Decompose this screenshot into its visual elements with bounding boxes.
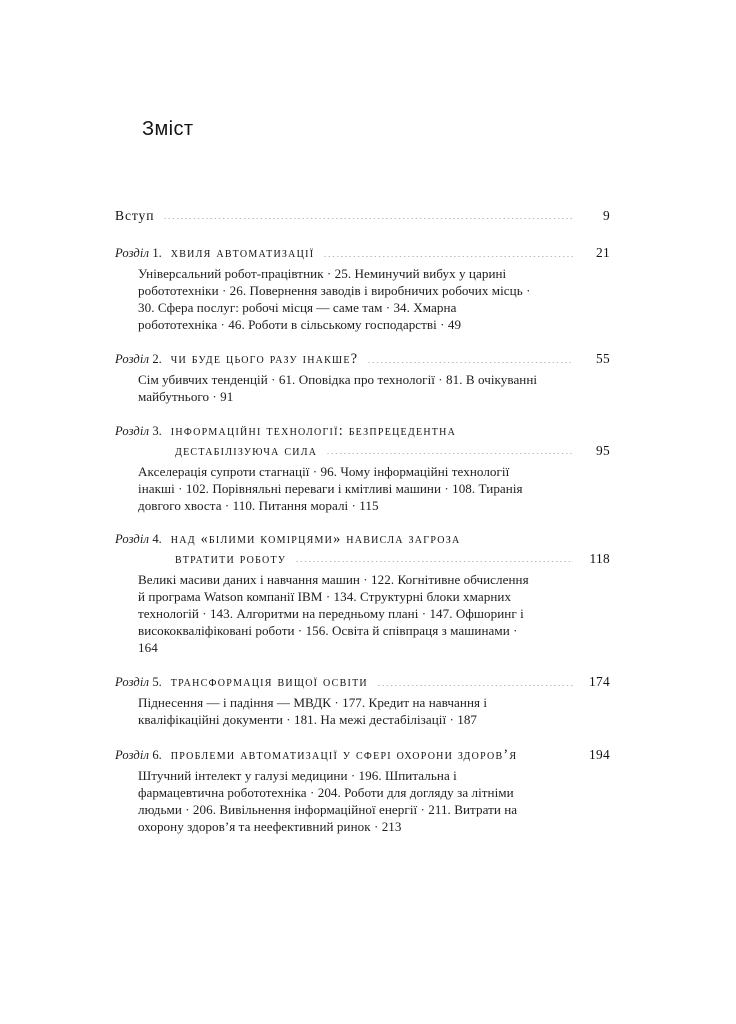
entry-page-number: 95 — [596, 442, 610, 458]
entry-title-line2: дестабілізуюча сила — [175, 442, 318, 459]
dot-leader — [326, 453, 573, 454]
toc-entry-line — [115, 745, 610, 765]
entry-page-number: 194 — [589, 746, 610, 762]
entry-description: Штучний інтелект у галузі медицини · 196. Шпитальна і фармацевтична робототехніка · 204. Роботи для догляду за літніми людьми · 206. Вивільнення інформаційної енергії · 211. Витрати на охорону здоров’я та неефективний ринок · 213 — [138, 767, 518, 834]
entry-title: проблеми автоматизації у сфері охорони здоров’я — [170, 746, 518, 763]
entry-page-number: 9 — [603, 208, 610, 223]
entry-description: Великі масиви даних і навчання машин · 122. Когнітивне обчислення й програма Watson компанії IBM · 134. Структурні блоки хмарних технологій · 143. Алгоритми на передньому плані · 147. Офшоринг і висококваліфіковані роботи · 156. Освіта й співпраця з машинами · 164 — [138, 571, 529, 656]
spacer — [115, 656, 610, 672]
toc-entry-chapter-5[interactable] — [115, 672, 610, 728]
entry-title: хвиля автоматизації — [170, 245, 315, 261]
dot-leader — [295, 561, 573, 562]
toc-entry-line-continued — [115, 549, 610, 569]
entry-description: Акселерація супроти стагнації · 96. Чому інформаційні технології інакші · 102. Порівняльні переваги і кмітливі машини · 108. Тиранія довгого хвоста · 110. Питання моралі · 115 — [138, 463, 523, 513]
toc-entry-chapter-1[interactable] — [115, 243, 610, 333]
entry-page-number: 55 — [596, 351, 610, 367]
spacer — [115, 406, 610, 422]
entry-title: чи буде цього разу інакше? — [170, 351, 359, 368]
chapter-label: Розділ 5. — [115, 675, 162, 690]
chapter-label: Розділ 6. — [115, 747, 162, 762]
chapter-label: Розділ 3. — [115, 423, 162, 438]
entry-title: трансформація вищої освіти — [170, 674, 368, 691]
toc-entry-chapter-4[interactable] — [115, 530, 610, 656]
toc-entry-line — [115, 349, 610, 369]
toc-entry-line — [115, 672, 610, 692]
spacer — [115, 514, 610, 530]
toc-entry-intro[interactable] — [115, 206, 610, 225]
toc-entry-line — [115, 530, 610, 549]
toc-entry-line — [115, 206, 610, 225]
entry-page-number: 21 — [596, 245, 610, 260]
toc-entry-chapter-6[interactable] — [115, 745, 610, 835]
entry-description: Універсальний робот-працівтник · 25. Неминучий вибух у царині робототехніки · 26. Повернення заводів і виробничих робочих місць · 30. Сфера послуг: робочі місця — саме там · 34. Хмарна робототехніка · 46. Роботи в сільському господарстві · 49 — [138, 266, 531, 333]
chapter-label: Розділ 2. — [115, 352, 162, 367]
dot-leader — [367, 362, 573, 363]
page-title: Зміст — [142, 118, 194, 140]
dot-leader — [377, 685, 573, 686]
toc-entry-line — [115, 422, 610, 441]
toc-entry-chapter-3[interactable] — [115, 422, 610, 514]
entry-page-number: 174 — [589, 674, 610, 690]
toc-entry-chapter-2[interactable] — [115, 349, 610, 405]
entry-title-line2: втратити роботу — [175, 550, 287, 567]
toc-entry-line-continued — [115, 441, 610, 461]
dot-leader — [526, 757, 573, 758]
spacer — [115, 333, 610, 349]
entry-title: над «білими комірцями» нависла загроза — [170, 530, 461, 547]
chapter-label: Розділ 4. — [115, 531, 162, 546]
chapter-label: Розділ 1. — [115, 246, 162, 260]
entry-description: Піднесення — і падіння — МВДК · 177. Кредит на навчання і кваліфікаційні документи · 181. На межі дестабілізації · 187 — [138, 695, 488, 728]
entry-description: Сім убивчих тенденцій · 61. Оповідка про технології · 81. В очікуванні майбутнього · 91 — [138, 372, 538, 405]
spacer — [115, 729, 610, 745]
dot-leader — [163, 218, 573, 219]
entry-title: інформаційні технології: безпрецедентна — [170, 422, 457, 439]
toc-entry-line — [115, 243, 610, 263]
table-of-contents — [115, 206, 610, 835]
entry-title: Вступ — [115, 208, 155, 223]
entry-page-number: 118 — [589, 550, 610, 566]
dot-leader — [323, 256, 573, 257]
spacer — [115, 225, 610, 243]
